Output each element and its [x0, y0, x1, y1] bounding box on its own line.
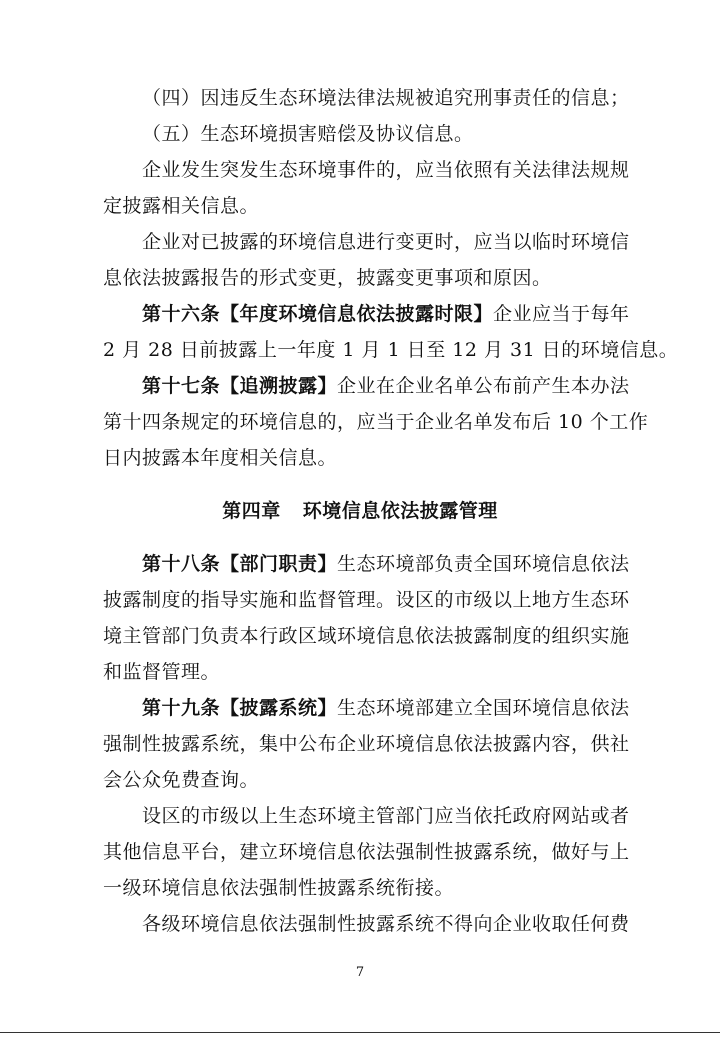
paragraph-line: 各级环境信息依法强制性披露系统不得向企业收取任何费	[142, 913, 630, 935]
paragraph-line: 会公众免费查询。	[103, 769, 260, 791]
paragraph-line: （四）因违反生态环境法律法规被追究刑事责任的信息；	[142, 87, 630, 109]
paragraph-line: 日内披露本年度相关信息。	[103, 447, 338, 469]
article-19-text: 生态环境部建立全国环境信息依法	[337, 697, 630, 719]
article-17-text: 企业在企业名单公布前产生本办法	[337, 375, 630, 397]
article-16-heading: 第十六条【年度环境信息依法披露时限】	[142, 303, 494, 325]
chapter-heading	[0, 493, 720, 529]
paragraph-line: 2 月 28 日前披露上一年度 1 月 1 日至 12 月 31 日的环境信息。	[103, 339, 679, 361]
article-18-heading: 第十八条【部门职责】	[142, 553, 338, 575]
paragraph-line: 一级环境信息依法强制性披露系统衔接。	[103, 877, 455, 899]
article-18-text: 生态环境部负责全国环境信息依法	[337, 553, 630, 575]
paragraph-line: 企业发生突发生态环境事件的，应当依照有关法律法规规	[142, 159, 630, 181]
chapter-title: 环境信息依法披露管理	[302, 500, 498, 522]
paragraph-line: 强制性披露系统，集中公布企业环境信息依法披露内容，供社	[103, 733, 630, 755]
article-16-line	[142, 296, 630, 332]
chapter-number: 第四章	[222, 500, 281, 522]
paragraph-line: 息依法披露报告的形式变更，披露变更事项和原因。	[103, 267, 552, 289]
article-19-line	[142, 690, 630, 726]
paragraph-line: 设区的市级以上生态环境主管部门应当依托政府网站或者	[142, 805, 630, 827]
paragraph-line: 企业对已披露的环境信息进行变更时，应当以临时环境信	[142, 231, 630, 253]
paragraph-line: 定披露相关信息。	[103, 195, 260, 217]
paragraph-line: 披露制度的指导实施和监督管理。设区的市级以上地方生态环	[103, 589, 630, 611]
article-16-text: 企业应当于每年	[493, 303, 630, 325]
article-18-line	[142, 546, 630, 582]
paragraph-line: 第十四条规定的环境信息的，应当于企业名单发布后 10 个工作	[103, 411, 649, 433]
paragraph-line: 境主管部门负责本行政区域环境信息依法披露制度的组织实施	[103, 625, 630, 647]
paragraph-line: （五）生态环境损害赔偿及协议信息。	[142, 123, 474, 145]
page-number: 7	[355, 965, 365, 980]
paragraph-line: 和监督管理。	[103, 661, 221, 683]
article-17-line	[142, 368, 630, 404]
bottom-divider	[0, 1032, 720, 1033]
article-19-heading: 第十九条【披露系统】	[142, 697, 338, 719]
article-17-heading: 第十七条【追溯披露】	[142, 375, 338, 397]
paragraph-line: 其他信息平台，建立环境信息依法强制性披露系统，做好与上	[103, 841, 630, 863]
